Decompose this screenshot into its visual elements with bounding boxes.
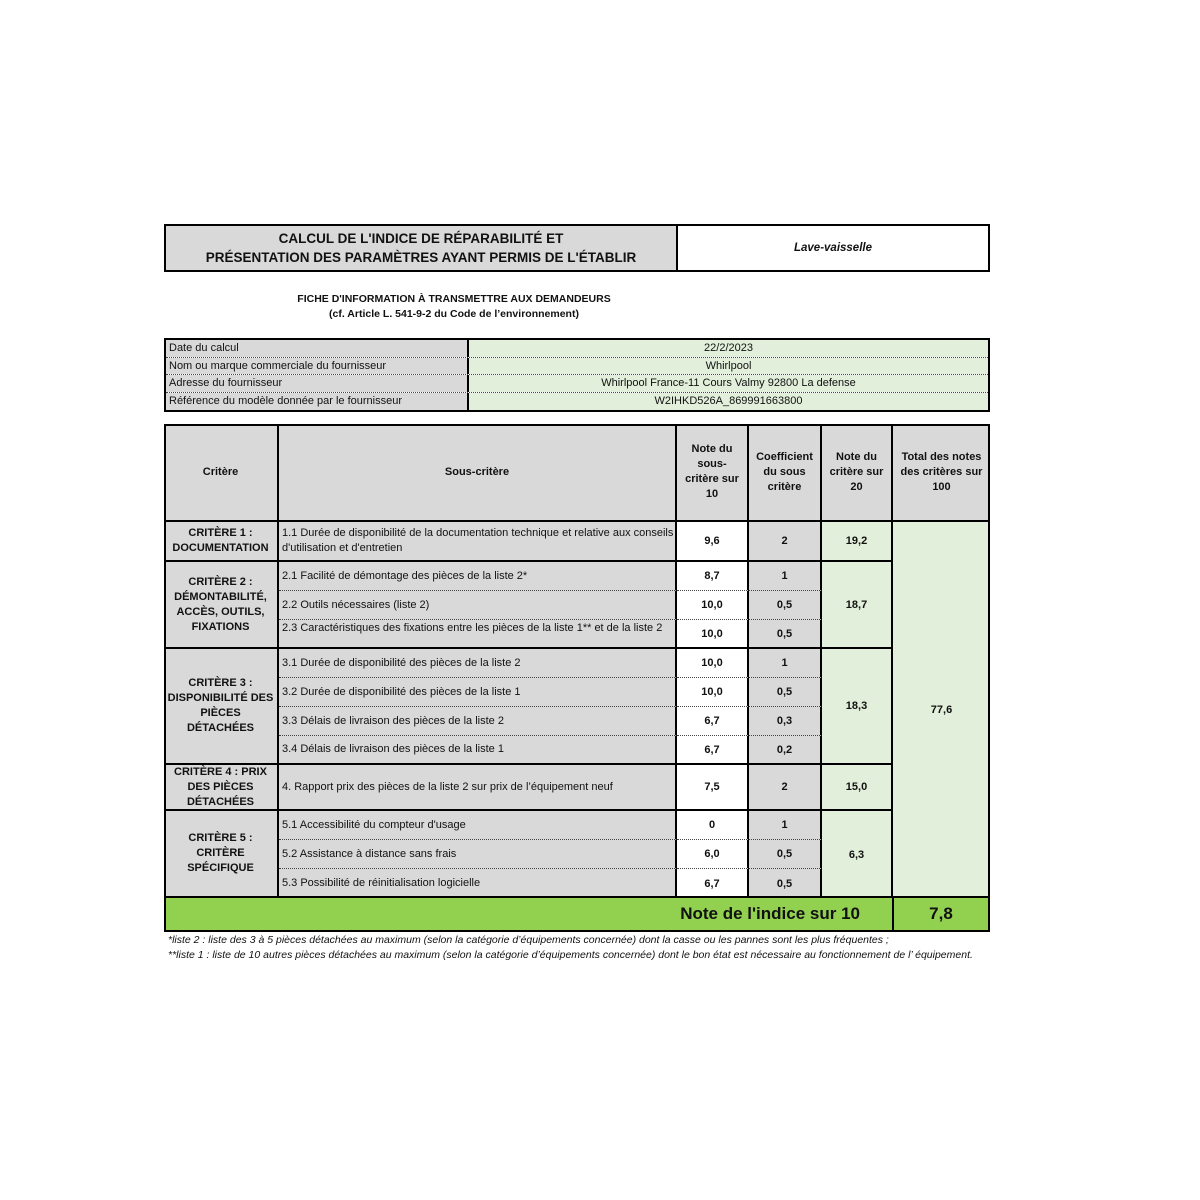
repairability-sheet: [164, 224, 990, 412]
note-3-3: 6,7: [677, 707, 749, 736]
criterion-4-label: CRITÈRE 4 : PRIX DES PIÈCES DÉTACHÉES: [164, 765, 279, 811]
info-label: Date du calcul: [166, 340, 469, 357]
subcriterion-2-3: 2.3 Caractéristiques des fixations entre les pièces de la liste 1** et de la liste 2: [279, 620, 677, 649]
info-value: 22/2/2023: [469, 340, 988, 357]
note-3-4: 6,7: [677, 736, 749, 765]
note-2-2: 10,0: [677, 591, 749, 620]
criterion-5-label: CRITÈRE 5 : CRITÈRE SPÉCIFIQUE: [164, 811, 279, 898]
info-row: [166, 358, 988, 376]
subcriterion-3-4: 3.4 Délais de livraison des pièces de la liste 1: [279, 736, 677, 765]
subcriterion-5-3: 5.3 Possibilité de réinitialisation logicielle: [279, 869, 677, 898]
subcriterion-4: 4. Rapport prix des pièces de la liste 2 sur prix de l’équipement neuf: [279, 765, 677, 811]
info-value: Whirlpool: [469, 358, 988, 375]
note-4: 7,5: [677, 765, 749, 811]
header-total: Total des notes des critères sur 100: [893, 424, 990, 522]
criterion-3-score: 18,3: [822, 649, 893, 765]
supplier-info-table: [164, 338, 990, 412]
subtitle: [164, 292, 744, 322]
subtitle-line-2: (cf. Article L. 541-9-2 du Code de l’environnement): [329, 308, 579, 320]
title-block: [164, 224, 990, 272]
product-category: Lave-vaisselle: [793, 242, 872, 254]
criterion-1-score: 19,2: [822, 522, 893, 562]
header-coefficient: Coefficient du sous critère: [749, 424, 822, 522]
subcriterion-2-1: 2.1 Facilité de démontage des pièces de la liste 2*: [279, 562, 677, 591]
sheet-title: [166, 226, 678, 270]
coef-2-1: 1: [749, 562, 822, 591]
subcriterion-3-3: 3.3 Délais de livraison des pièces de la liste 2: [279, 707, 677, 736]
footnote-liste-2: *liste 2 : liste des 3 à 5 pièces détachées au maximum (selon la catégorie d’équipements concernée) dont la casse ou les pannes sont les plus fréquentes ;: [168, 934, 889, 946]
title-line-2: PRÉSENTATION DES PARAMÈTRES AYANT PERMIS DE L'ÉTABLIR: [205, 250, 637, 265]
footnote-liste-1: **liste 1 : liste de 10 autres pièces détachées au maximum (selon la catégorie d’équipements concernée) dont le bon état est nécessaire au fonctionnement de l’ équipement.: [168, 949, 973, 961]
title-line-1: CALCUL DE L'INDICE DE RÉPARABILITÉ ET: [278, 231, 564, 246]
coef-3-4: 0,2: [749, 736, 822, 765]
note-5-2: 6,0: [677, 840, 749, 869]
coef-5-3: 0,5: [749, 869, 822, 898]
coef-5-1: 1: [749, 811, 822, 840]
total-score-100: 77,6: [893, 522, 990, 898]
criterion-2-label: CRITÈRE 2 : DÉMONTABILITÉ, ACCÈS, OUTILS, FIXATIONS: [164, 562, 279, 649]
score-table: [164, 424, 990, 932]
note-5-1: 0: [677, 811, 749, 840]
info-row: [166, 340, 988, 358]
subcriterion-5-1: 5.1 Accessibilité du compteur d'usage: [279, 811, 677, 840]
note-2-3: 10,0: [677, 620, 749, 649]
criterion-5-score: 6,3: [822, 811, 893, 898]
header-note-sous-critere: Note du sous-critère sur 10: [677, 424, 749, 522]
coef-3-3: 0,3: [749, 707, 822, 736]
subcriterion-3-2: 3.2 Durée de disponibilité des pièces de la liste 1: [279, 678, 677, 707]
note-3-1: 10,0: [677, 649, 749, 678]
subcriterion-5-2: 5.2 Assistance à distance sans frais: [279, 840, 677, 869]
coef-5-2: 0,5: [749, 840, 822, 869]
info-label: Adresse du fournisseur: [166, 375, 469, 392]
criterion-2-score: 18,7: [822, 562, 893, 649]
subcriterion-2-2: 2.2 Outils nécessaires (liste 2): [279, 591, 677, 620]
info-label: Référence du modèle donnée par le fournisseur: [166, 393, 469, 411]
header-note-critere: Note du critère sur 20: [822, 424, 893, 522]
info-row: [166, 393, 988, 411]
header-sous-critere: Sous-critère: [279, 424, 677, 522]
coef-1-1: 2: [749, 522, 822, 562]
criterion-4-score: 15,0: [822, 765, 893, 811]
note-1-1: 9,6: [677, 522, 749, 562]
coef-3-2: 0,5: [749, 678, 822, 707]
note-3-2: 10,0: [677, 678, 749, 707]
criterion-1-label: CRITÈRE 1 : DOCUMENTATION: [164, 522, 279, 562]
coef-4: 2: [749, 765, 822, 811]
final-index-row: [164, 896, 990, 932]
info-value: W2IHKD526A_869991663800: [469, 393, 988, 411]
info-row: [166, 375, 988, 393]
subcriterion-1-1: 1.1 Durée de disponibilité de la documentation technique et relative aux conseils d'utilisation et d'entretien: [279, 522, 677, 562]
final-index-value: 7,8: [892, 898, 988, 930]
info-label: Nom ou marque commerciale du fournisseur: [166, 358, 469, 375]
final-index-label: Note de l'indice sur 10: [680, 904, 860, 923]
footnotes: [168, 933, 990, 963]
note-5-3: 6,7: [677, 869, 749, 898]
criterion-3-label: CRITÈRE 3 : DISPONIBILITÉ DES PIÈCES DÉTACHÉES: [164, 649, 279, 765]
coef-3-1: 1: [749, 649, 822, 678]
coef-2-2: 0,5: [749, 591, 822, 620]
subtitle-line-1: FICHE D'INFORMATION À TRANSMETTRE AUX DEMANDEURS: [297, 293, 611, 305]
header-critere: Critère: [164, 424, 279, 522]
note-2-1: 8,7: [677, 562, 749, 591]
subcriterion-3-1: 3.1 Durée de disponibilité des pièces de la liste 2: [279, 649, 677, 678]
info-value: Whirlpool France-11 Cours Valmy 92800 La defense: [469, 375, 988, 392]
coef-2-3: 0,5: [749, 620, 822, 649]
